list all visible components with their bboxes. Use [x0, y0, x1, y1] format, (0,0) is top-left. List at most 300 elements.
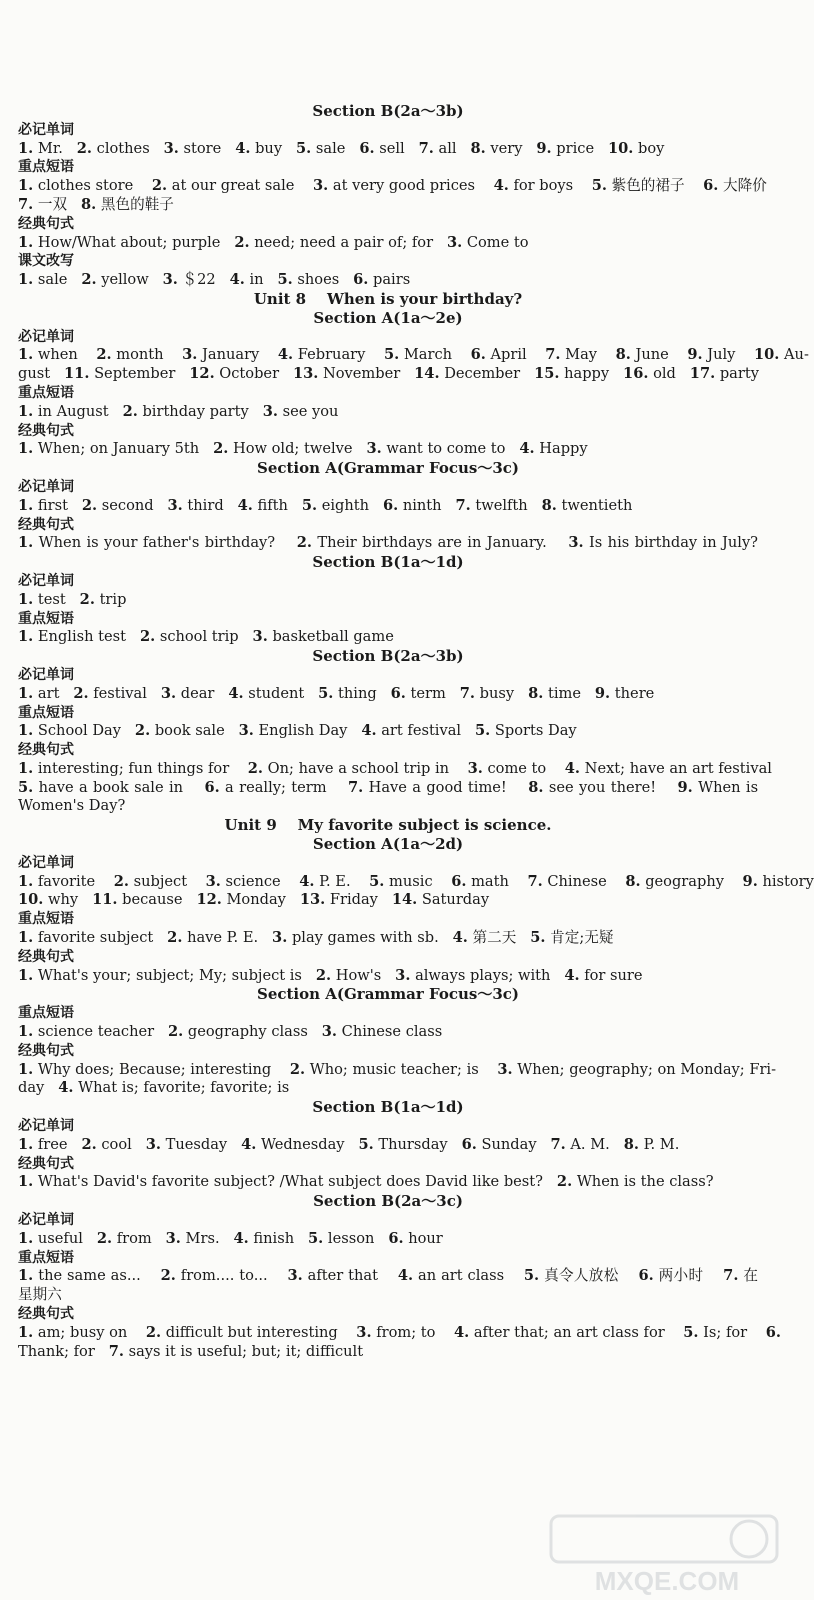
answer-item	[519, 440, 587, 457]
answer-item	[81, 271, 148, 288]
item-number: 4.	[564, 966, 580, 984]
item-number: 1.	[18, 1135, 34, 1153]
item-text: Who; music teacher; is	[309, 1060, 479, 1078]
answer-item	[296, 140, 345, 157]
item-number: 3.	[366, 440, 382, 458]
item-number: 4.	[452, 929, 468, 947]
category-label: 必记单词	[18, 1212, 74, 1229]
answer-item	[551, 1136, 610, 1153]
item-number: 3.	[160, 684, 177, 702]
item-number: 3.	[467, 759, 483, 777]
answer-line	[18, 140, 758, 159]
item-text: May	[565, 346, 598, 364]
item-text: music	[389, 872, 433, 890]
answer-item	[528, 685, 581, 702]
item-number: 6.	[353, 271, 369, 289]
item-text: have P. E.	[187, 929, 259, 947]
answer-item	[545, 346, 597, 363]
answer-item	[497, 1061, 776, 1078]
item-number: 6.	[388, 1229, 404, 1247]
item-number: 3.	[252, 628, 268, 646]
item-text: dear	[180, 684, 215, 702]
item-number: 5.	[301, 496, 318, 514]
item-text: eighth	[321, 496, 370, 514]
answer-item	[64, 365, 175, 382]
item-text: from	[116, 1229, 152, 1247]
answer-item	[168, 497, 224, 514]
answer-item	[293, 365, 400, 382]
answer-line	[18, 440, 758, 459]
item-number: 1.	[18, 177, 34, 195]
item-number: 11.	[92, 891, 118, 909]
answer-item	[369, 873, 432, 890]
item-text: day	[18, 1079, 45, 1097]
item-text: after that	[307, 1267, 378, 1285]
item-text: cool	[101, 1135, 132, 1153]
category-label: 经典句式	[18, 1306, 74, 1322]
item-text: Saturday	[421, 891, 490, 909]
item-text: very	[490, 139, 523, 157]
item-text: fifth	[257, 496, 288, 514]
item-text: How's	[335, 966, 382, 984]
answer-item	[18, 196, 67, 213]
item-text: Thursday	[378, 1135, 448, 1153]
item-number: 7.	[18, 195, 34, 213]
item-number: 6.	[765, 1323, 781, 1341]
item-number: 5.	[475, 722, 491, 740]
answer-item	[638, 1267, 703, 1284]
item-text: A. M.	[570, 1135, 610, 1153]
item-number: 4.	[233, 1229, 249, 1247]
answer-item	[278, 346, 366, 363]
answer-item	[234, 234, 433, 251]
item-text: twelfth	[475, 496, 528, 514]
answer-line	[18, 1060, 777, 1080]
section-title: Section B(1a～1d)	[312, 1098, 464, 1117]
answer-item	[167, 929, 258, 946]
item-text: old	[653, 365, 676, 383]
answer-line	[18, 365, 758, 384]
answer-item	[18, 797, 125, 814]
item-number: 3.	[182, 346, 198, 364]
item-text: useful	[37, 1229, 83, 1247]
item-text: see you there!	[548, 778, 657, 796]
answer-item	[384, 346, 452, 363]
item-text: P. M.	[643, 1135, 680, 1153]
item-number: 10.	[18, 891, 44, 909]
item-text: month	[116, 346, 164, 364]
item-number: 5.	[308, 1229, 324, 1247]
item-number: 1.	[18, 534, 34, 552]
item-text: How/What about; purple	[37, 233, 221, 251]
category-label: 课文改写	[18, 253, 74, 270]
item-number: 3.	[356, 1323, 372, 1341]
answer-item	[204, 779, 326, 796]
answer-item	[161, 1267, 268, 1284]
item-text: all	[438, 139, 457, 157]
answer-item	[524, 1267, 619, 1284]
answer-item	[359, 140, 404, 157]
item-number: 3.	[272, 929, 288, 947]
answer-line	[18, 534, 758, 553]
answer-line	[18, 403, 758, 422]
item-text: have a book sale in	[38, 778, 184, 796]
answer-line	[18, 234, 758, 253]
answer-item	[297, 534, 547, 551]
answer-item	[754, 346, 809, 363]
item-number: 3.	[321, 1023, 338, 1041]
item-number: 3.	[287, 1267, 303, 1285]
item-text: art	[37, 684, 60, 702]
answer-item	[564, 967, 642, 984]
category-label: 重点短语	[18, 911, 74, 928]
category-label: 经典句式	[18, 516, 74, 533]
item-text: twentieth	[561, 496, 633, 514]
item-number: 6.	[390, 684, 406, 702]
item-number: 4.	[299, 872, 315, 890]
answer-item	[623, 365, 676, 382]
answer-item	[766, 1324, 781, 1341]
category-label: 重点短语	[18, 1249, 74, 1266]
item-number: 4.	[564, 759, 581, 777]
answer-line	[18, 1136, 758, 1155]
item-text: Sports Day	[494, 722, 577, 740]
item-number: 2.	[79, 590, 95, 608]
category-label: 必记单词	[18, 1118, 74, 1135]
answer-item	[18, 365, 50, 382]
item-text: Is; for	[703, 1323, 748, 1341]
item-text: 星期六	[18, 1286, 62, 1304]
answer-line	[18, 271, 758, 290]
item-number: 9.	[687, 346, 703, 364]
answer-item	[278, 271, 340, 288]
item-number: 1.	[18, 346, 34, 364]
answer-item	[18, 234, 220, 251]
item-number: 1.	[18, 722, 34, 740]
item-text: June	[635, 346, 669, 364]
answer-item	[135, 722, 225, 739]
answer-item	[18, 1267, 141, 1284]
item-text: What's David's favorite subject? /What subject does David like best?	[37, 1173, 543, 1191]
answer-line	[18, 196, 758, 215]
item-text: interesting; fun things for	[37, 759, 230, 777]
item-number: 2.	[134, 722, 151, 740]
item-number: 11.	[64, 365, 90, 383]
item-number: 5.	[18, 778, 34, 796]
item-text: trip	[99, 590, 127, 608]
item-number: 7.	[108, 1342, 124, 1360]
answer-item	[690, 365, 759, 382]
answer-item	[471, 346, 527, 363]
item-number: 8.	[528, 684, 544, 702]
item-number: 2.	[168, 1023, 184, 1041]
answer-item	[81, 1136, 131, 1153]
item-text: a really; term	[225, 778, 327, 796]
item-number: 3.	[167, 496, 183, 514]
answer-item	[287, 1267, 378, 1284]
item-text: see you	[282, 402, 339, 420]
item-text: free	[37, 1135, 68, 1153]
answer-item	[454, 1324, 665, 1341]
item-text: When is	[698, 778, 759, 796]
item-text: store	[183, 139, 222, 157]
item-text: hour	[408, 1229, 443, 1247]
item-text: November	[323, 365, 401, 383]
section-title: Unit 8 When is your birthday?	[253, 289, 523, 308]
item-number: 3.	[238, 722, 254, 740]
item-number: 14.	[414, 365, 440, 383]
category-label: 重点短语	[18, 704, 74, 721]
item-text: 真令人放松	[544, 1267, 619, 1285]
answer-item	[161, 685, 215, 702]
category-label: 必记单词	[18, 121, 74, 138]
answer-item	[234, 1230, 295, 1247]
answer-line	[18, 177, 767, 196]
item-number: 1.	[18, 1267, 34, 1285]
item-text: On; have a school trip in	[267, 759, 450, 777]
item-text: sell	[379, 139, 405, 157]
answer-item	[166, 1230, 220, 1247]
answer-item	[447, 234, 529, 251]
item-text: 两小时	[658, 1267, 704, 1285]
item-text: time	[547, 684, 581, 702]
item-number: 1.	[18, 233, 34, 251]
item-number: 5.	[277, 271, 293, 289]
section-title: Section A(Grammar Focus～3c)	[256, 459, 519, 478]
answer-item	[152, 177, 295, 194]
answer-item	[616, 346, 669, 363]
answer-item	[353, 271, 410, 288]
answer-item	[235, 140, 282, 157]
item-number: 4.	[58, 1079, 74, 1097]
item-number: 3.	[205, 872, 221, 890]
item-text: always plays; with	[415, 966, 551, 984]
item-text: after that; an art class for	[473, 1323, 665, 1341]
item-number: 2.	[167, 929, 183, 947]
item-text: at very good prices	[332, 177, 476, 195]
answer-line	[18, 591, 758, 610]
item-text: want to come to	[386, 440, 506, 458]
item-text: Sunday	[481, 1135, 537, 1153]
answer-item	[18, 140, 63, 157]
item-number: 1.	[18, 684, 34, 702]
item-text: the same as...	[38, 1267, 141, 1285]
answer-item	[18, 1023, 154, 1040]
item-text: 在	[743, 1267, 758, 1285]
answer-item	[230, 271, 264, 288]
item-number: 5.	[369, 872, 385, 890]
section-title: Section B(2a～3b)	[312, 102, 464, 120]
item-text: Thank; for	[18, 1342, 95, 1360]
answer-item	[395, 967, 550, 984]
item-number: 2.	[81, 271, 97, 289]
item-number: 13.	[292, 365, 319, 383]
answer-item	[557, 1173, 714, 1190]
item-text: English test	[37, 628, 127, 646]
answer-item	[228, 685, 304, 702]
item-number: 1.	[18, 440, 34, 458]
item-number: 12.	[196, 891, 222, 909]
answer-line	[18, 1343, 758, 1362]
item-number: 2.	[76, 139, 93, 157]
answer-line	[18, 1323, 781, 1343]
item-number: 4.	[361, 722, 377, 740]
answer-item	[163, 271, 216, 288]
answer-line	[18, 628, 758, 647]
answer-item	[97, 1230, 152, 1247]
item-number: 4.	[493, 177, 509, 195]
item-text: Monday	[226, 891, 286, 909]
answer-item	[453, 929, 517, 946]
answer-item	[723, 1267, 758, 1284]
answer-item	[123, 403, 249, 420]
item-text: when	[37, 346, 78, 364]
item-number: 2.	[122, 402, 138, 420]
item-number: 3.	[313, 177, 329, 195]
answer-item	[18, 1173, 543, 1190]
item-number: 1.	[18, 1023, 34, 1041]
item-number: 3.	[165, 1229, 181, 1247]
answer-item	[361, 722, 461, 739]
answer-item	[18, 440, 199, 457]
answer-item	[18, 779, 183, 796]
watermark-logo	[549, 1512, 779, 1594]
item-text: birthday party	[142, 402, 249, 420]
item-number: 15.	[534, 365, 560, 383]
item-number: 2.	[151, 177, 168, 195]
answer-item	[18, 1343, 95, 1360]
answer-item	[18, 873, 95, 890]
item-number: 1.	[18, 628, 34, 646]
category-label: 必记单词	[18, 328, 74, 345]
item-number: 2.	[247, 759, 264, 777]
category-label: 经典句式	[18, 1155, 74, 1172]
item-text: test	[37, 590, 66, 608]
answer-item	[241, 1136, 345, 1153]
answer-item	[683, 1324, 747, 1341]
item-number: 2.	[81, 1135, 97, 1153]
answer-item	[565, 760, 772, 777]
item-number: 7.	[348, 778, 364, 796]
answer-item	[383, 497, 442, 514]
answer-item	[80, 591, 127, 608]
category-label: 经典句式	[18, 742, 74, 759]
item-number: 1.	[18, 929, 34, 947]
item-text: Au-	[784, 346, 809, 364]
item-number: 4.	[229, 271, 245, 289]
item-text: sale	[315, 139, 346, 157]
answer-item	[18, 346, 78, 363]
item-number: 7.	[723, 1267, 739, 1285]
item-text: gust	[18, 365, 51, 383]
item-text: favorite subject	[37, 929, 154, 947]
category-label: 重点短语	[18, 610, 74, 627]
item-text: student	[248, 684, 305, 702]
answer-item	[625, 873, 724, 890]
item-text: Have a good time!	[368, 778, 507, 796]
answer-line	[18, 1023, 758, 1042]
answer-item	[77, 140, 150, 157]
item-text: thing	[338, 684, 377, 702]
answer-item	[300, 891, 378, 908]
item-number: 2.	[160, 1267, 176, 1285]
answer-item	[391, 685, 446, 702]
answer-item	[308, 1230, 374, 1247]
answer-item	[18, 685, 59, 702]
item-text: science	[225, 872, 281, 890]
item-text: 大降价	[723, 177, 767, 195]
item-text: play games with sb.	[291, 929, 439, 947]
answer-item	[468, 760, 547, 777]
answer-item	[460, 685, 514, 702]
category-label: 重点短语	[18, 159, 74, 176]
item-text: Why does; Because; interesting	[37, 1060, 272, 1078]
answer-item	[348, 779, 507, 796]
item-number: 6.	[461, 1135, 477, 1153]
category-label: 重点短语	[18, 384, 74, 401]
answer-item	[18, 1324, 127, 1341]
item-number: 1.	[18, 1060, 34, 1078]
answer-item	[595, 685, 654, 702]
item-text: March	[403, 346, 453, 364]
item-number: 1.	[18, 402, 34, 420]
item-text: busy	[479, 684, 515, 702]
item-number: 6.	[382, 496, 399, 514]
answer-line	[18, 1230, 758, 1249]
item-number: 7.	[545, 346, 561, 364]
answer-line	[18, 929, 758, 948]
item-text: basketball game	[272, 628, 394, 646]
item-number: 2.	[81, 496, 98, 514]
section-title: Section A(Grammar Focus～3c)	[256, 985, 519, 1004]
item-number: 8.	[528, 778, 544, 796]
item-number: 8.	[541, 496, 557, 514]
answer-item	[18, 403, 109, 420]
category-label: 经典句式	[18, 422, 74, 439]
answer-line	[18, 497, 758, 516]
item-number: 1.	[18, 1323, 34, 1341]
answer-item	[263, 403, 339, 420]
item-text: Women's Day?	[18, 797, 126, 815]
item-text: boy	[638, 139, 665, 157]
item-text: finish	[253, 1229, 295, 1247]
item-text: Chinese	[547, 872, 607, 890]
answer-item	[96, 346, 163, 363]
answer-item	[542, 497, 633, 514]
item-number: 1.	[18, 139, 34, 157]
item-text: December	[444, 365, 521, 383]
item-number: 14.	[391, 891, 418, 909]
item-text: festival	[93, 684, 147, 702]
section-title: Unit 9 My favorite subject is science.	[224, 816, 552, 835]
item-number: 1.	[18, 496, 34, 514]
item-number: 4.	[235, 139, 251, 157]
svg-text:MXQE.COM: MXQE.COM	[594, 1566, 740, 1596]
item-text: 第二天	[472, 929, 517, 947]
item-number: 1.	[18, 1173, 34, 1191]
answer-item	[92, 891, 182, 908]
item-text: party	[719, 365, 759, 383]
answer-item	[290, 1061, 479, 1078]
answer-item	[322, 1023, 442, 1040]
item-number: 5.	[591, 177, 607, 195]
item-text: July	[707, 346, 736, 364]
item-number: 3.	[568, 534, 584, 552]
item-number: 8.	[81, 195, 97, 213]
answer-line	[18, 797, 758, 816]
item-text: geography class	[187, 1023, 308, 1041]
item-number: 2.	[113, 872, 129, 890]
